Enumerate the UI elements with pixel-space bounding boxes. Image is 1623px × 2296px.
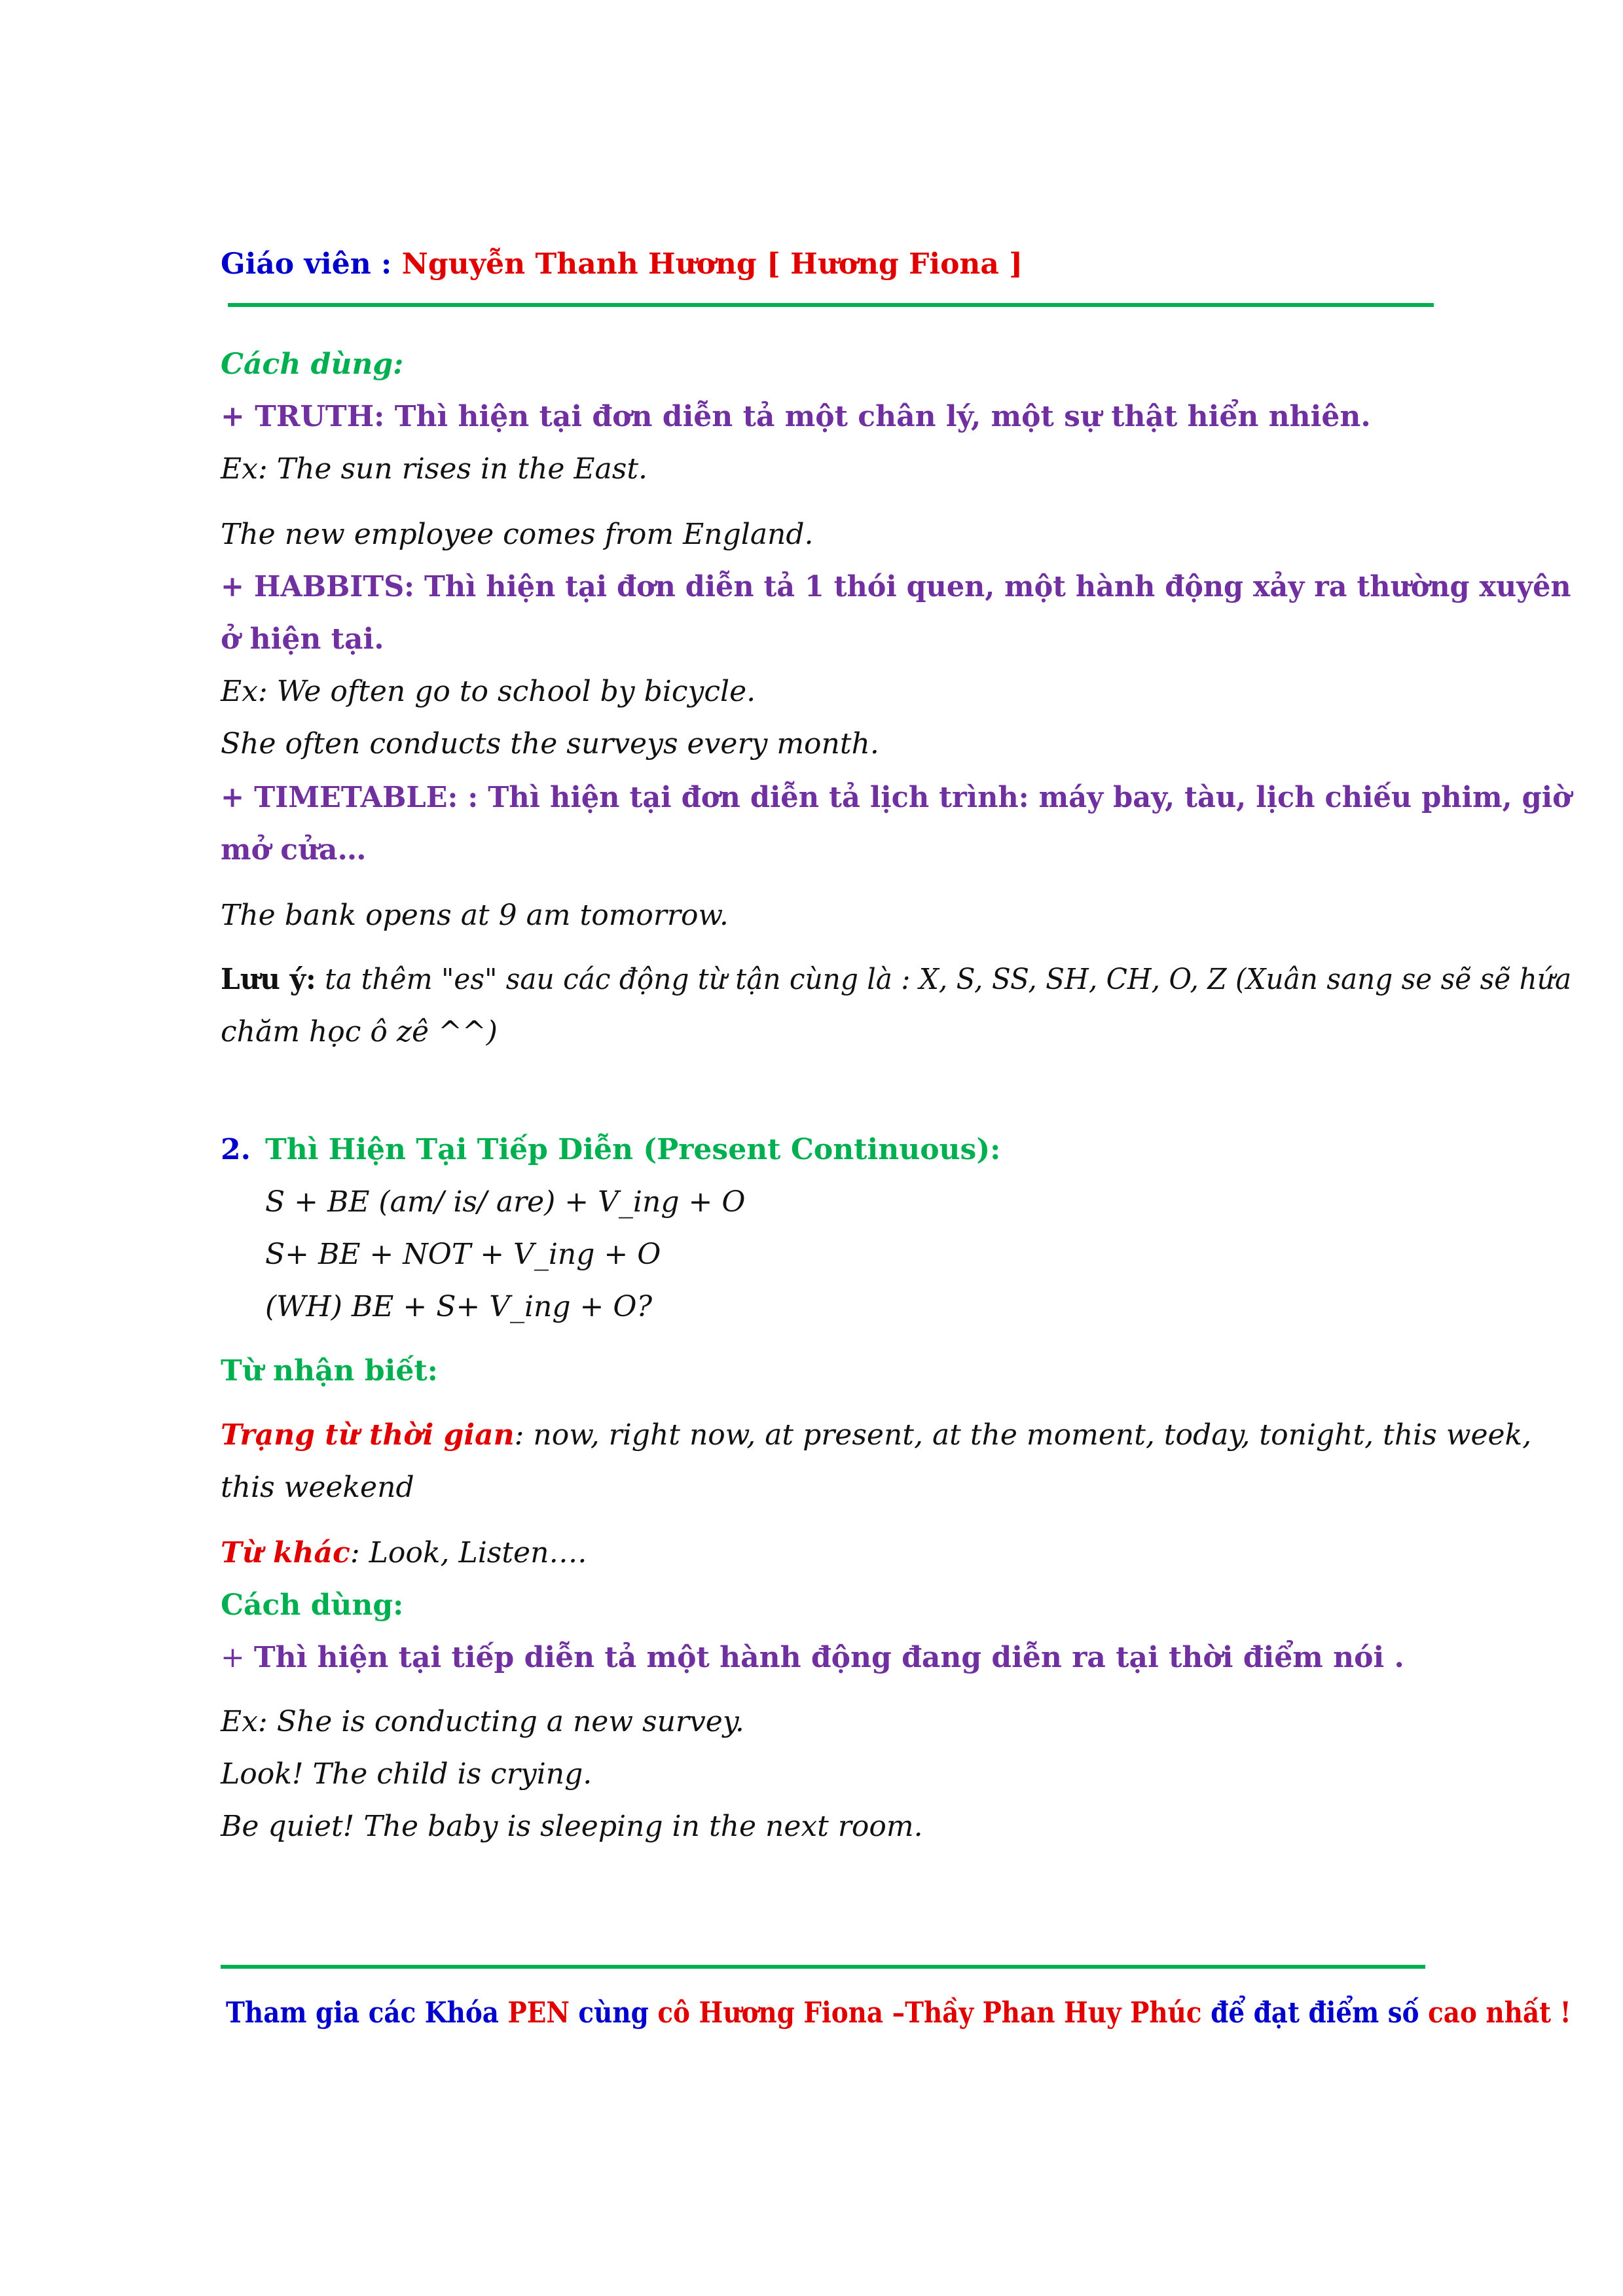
footer-part-pen: PEN (507, 1996, 570, 2030)
note-line-2: chăm học ô zê ^^) (221, 1015, 498, 1049)
truth-example-1: Ex: The sun rises in the East. (221, 452, 648, 486)
footer-part-1: Tham gia các Khóa (226, 1996, 508, 2030)
teacher-label: Giáo viên (221, 247, 371, 281)
footer-part-teachers: cô Hương Fiona –Thầy Phan Huy Phúc (657, 1996, 1202, 2030)
other-words-label: Từ khác (221, 1536, 350, 1570)
other-words-line (221, 1534, 587, 1573)
usage-title-1: Cách dùng: (221, 348, 404, 381)
other-words-text: : Look, Listen…. (350, 1536, 587, 1570)
footer-promo (226, 1994, 1571, 2033)
adverb-list: : now, right now, at present, at the moment, today, tonight, this week, (514, 1418, 1532, 1452)
section-2-title: Thì Hiện Tại Tiếp Diễn (Present Continuous): (265, 1133, 1001, 1166)
signal-words-title: Từ nhận biết: (221, 1354, 438, 1388)
teacher-separator: : (371, 247, 402, 281)
formula-negative: S+ BE + NOT + V_ing + O (265, 1238, 661, 1271)
section-2-heading (221, 1130, 251, 1170)
note-line-1 (221, 960, 1571, 999)
note-text-1: ta thêm "es" sau các động từ tận cùng là : X, S, SS, SH, CH, O, Z (Xuân sang se sẽ sẽ hứa (316, 963, 1572, 996)
habbits-example-2: She often conducts the surveys every month. (221, 727, 879, 761)
continuous-example-1: Ex: She is conducting a new survey. (221, 1705, 744, 1738)
footer-divider (221, 1965, 1425, 1969)
continuous-example-2: Look! The child is crying. (221, 1757, 593, 1791)
timetable-rule-line-2: mở cửa… (221, 833, 367, 867)
usage-text: Thì hiện tại tiếp diễn tả một hành động đang diễn ra tại thời điểm nói . (253, 1641, 1404, 1674)
usage-title-2: Cách dùng: (221, 1588, 404, 1622)
adverb-line-1 (221, 1416, 1531, 1455)
adverb-line-2: this weekend (221, 1471, 414, 1504)
truth-rule: + TRUTH: Thì hiện tại đơn diễn tả một chân lý, một sự thật hiển nhiên. (221, 400, 1371, 433)
footer-part-3: cùng (569, 1996, 658, 2030)
header-divider (228, 303, 1434, 307)
teacher-line (221, 245, 1023, 284)
habbits-rule-line-2: ở hiện tại. (221, 622, 384, 656)
formula-affirmative: S + BE (am/ is/ are) + V_ing + O (265, 1185, 746, 1219)
timetable-example: The bank opens at 9 am tomorrow. (221, 899, 729, 932)
timetable-rule-line-1: + TIMETABLE: : Thì hiện tại đơn diễn tả lịch trình: máy bay, tàu, lịch chiếu phim, giờ (221, 781, 1571, 814)
truth-example-2: The new employee comes from England. (221, 518, 814, 551)
continuous-usage-line (221, 1638, 1404, 1677)
continuous-example-3: Be quiet! The baby is sleeping in the next room. (221, 1810, 923, 1843)
section-number: 2. (221, 1133, 251, 1166)
habbits-rule-line-1: + HABBITS: Thì hiện tại đơn diễn tả 1 thói quen, một hành động xảy ra thường xuyên (221, 570, 1571, 603)
adverb-label: Trạng từ thời gian (221, 1418, 515, 1452)
formula-question: (WH) BE + S+ V_ing + O? (265, 1290, 653, 1323)
habbits-example-1: Ex: We often go to school by bicycle. (221, 675, 756, 708)
note-label: Lưu ý: (221, 963, 316, 996)
footer-part-5: để đạt điểm số (1201, 1996, 1429, 2030)
footer-part-6: cao nhất ! (1428, 1996, 1571, 2030)
teacher-name: Nguyễn Thanh Hương [ Hương Fiona ] (401, 247, 1023, 281)
usage-plus: + (221, 1641, 254, 1674)
